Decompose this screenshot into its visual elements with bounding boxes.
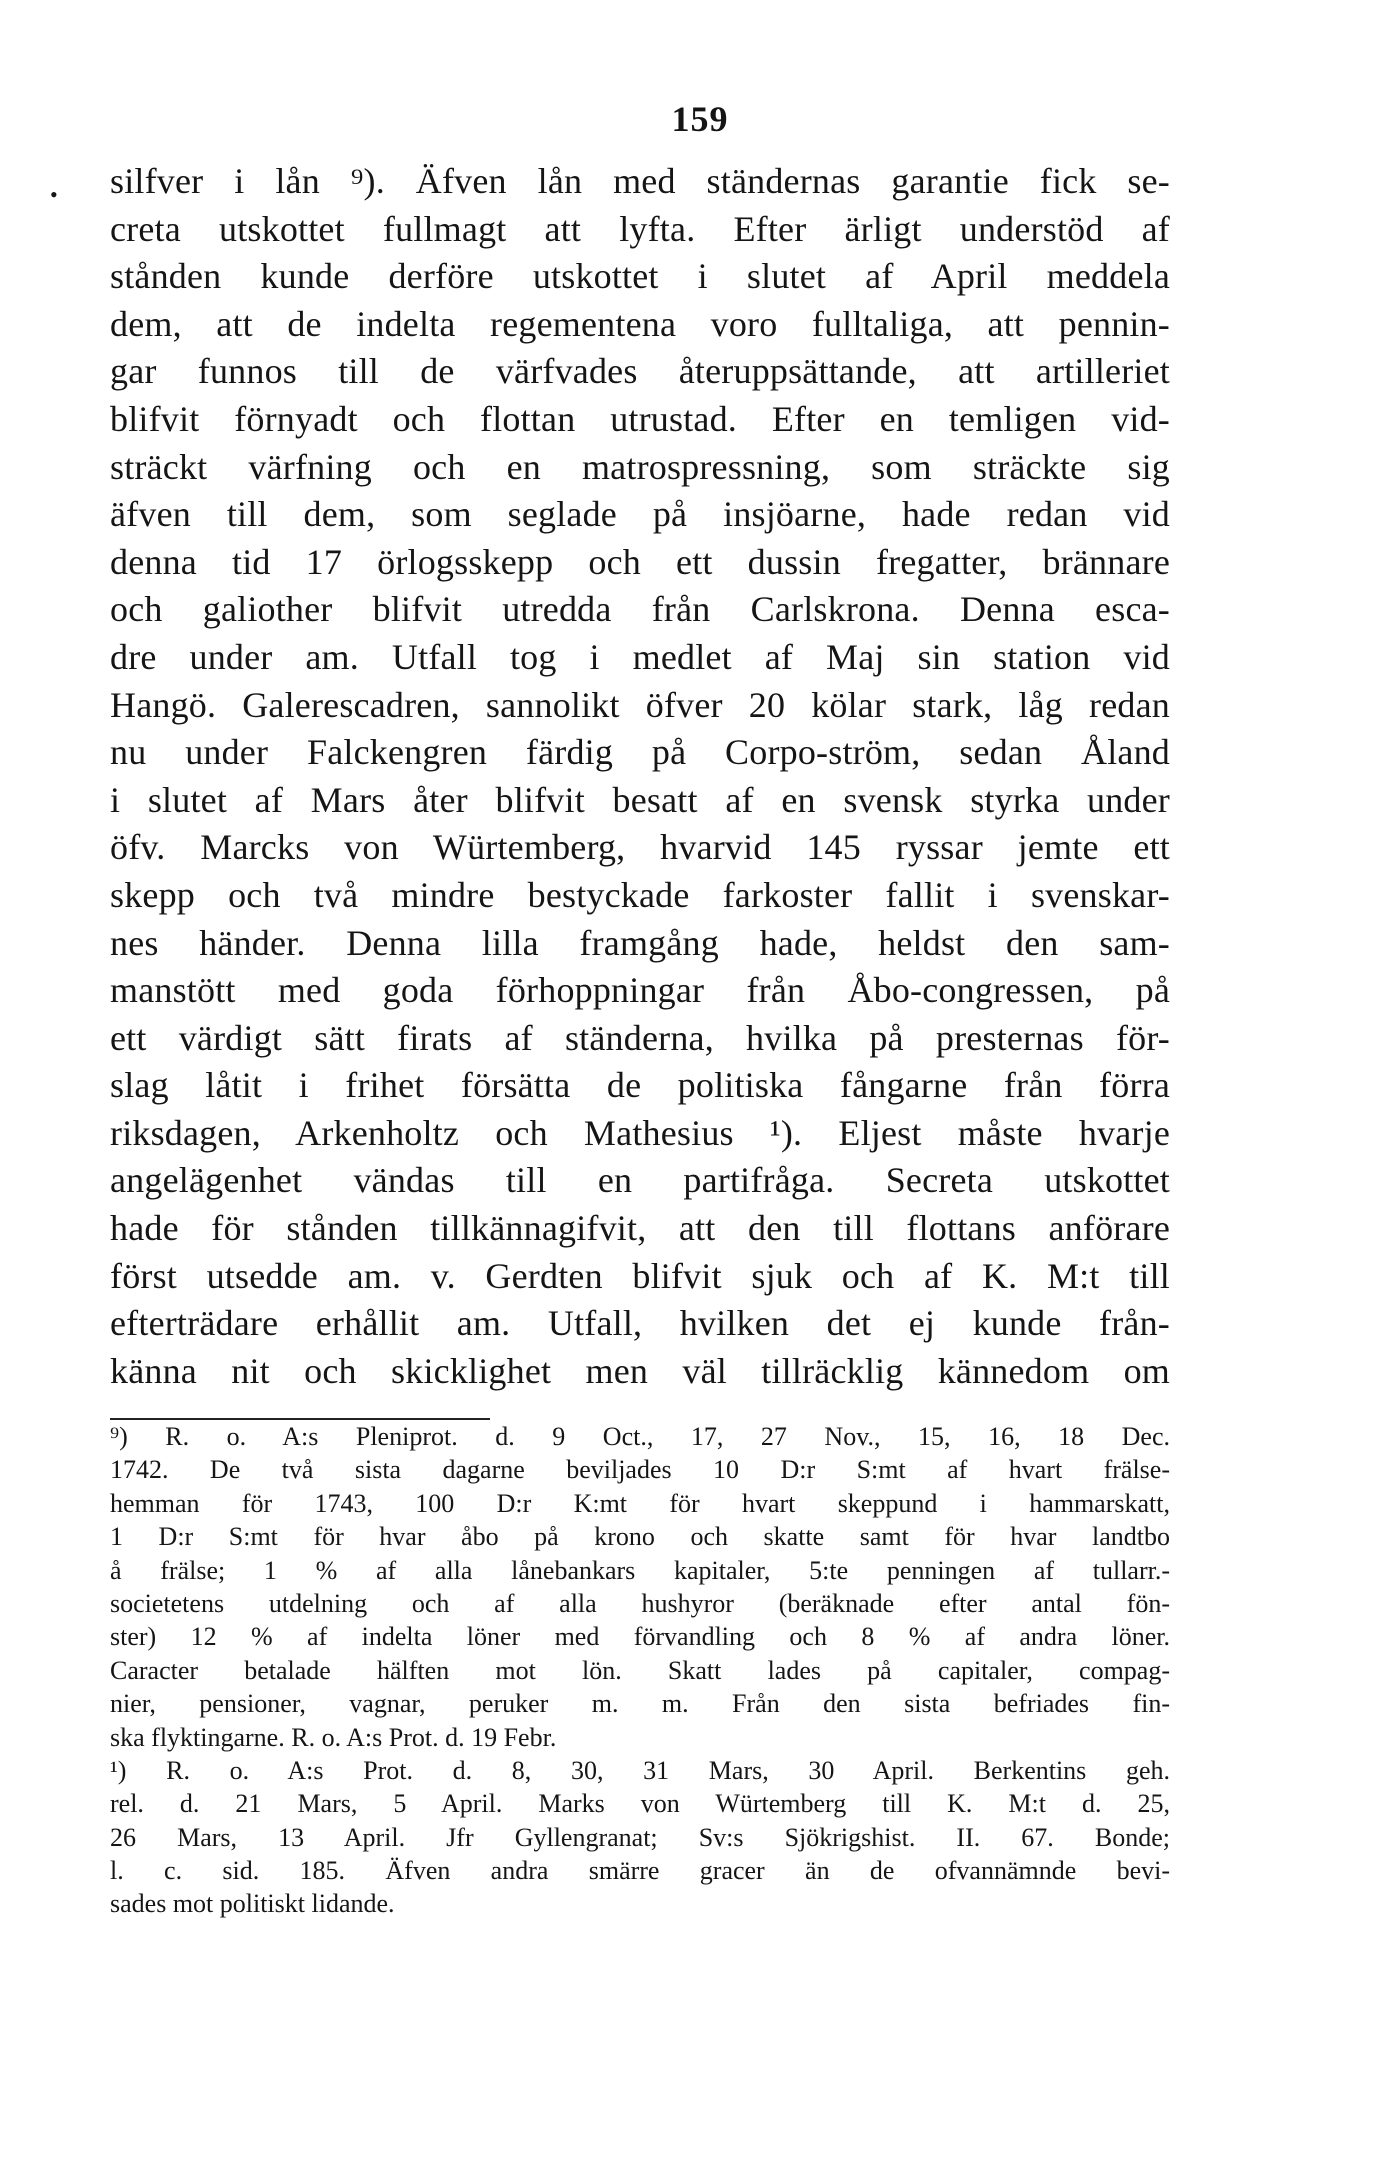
body-line: riksdagen, Arkenholtz och Mathesius ¹). Eljest måste hvarje [110, 1112, 1170, 1153]
body-line: Hangö. Galerescadren, sannolikt öfver 20 kölar stark, låg redan [110, 684, 1170, 725]
body-line: nu under Falckengren färdig på Corpo-ström, sedan Åland [110, 732, 1170, 773]
footnote-line: societetens utdelning och af alla hushyror (beräknade efter antal fön- [110, 1588, 1170, 1618]
body-text [110, 158, 1170, 1395]
footnote-line: ster) 12 % af indelta löner med förvandling och 8 % af andra löner. [110, 1622, 1170, 1652]
body-line: i slutet af Mars åter blifvit besatt af en svensk styrka under [110, 779, 1170, 820]
body-line: och galiother blifvit utredda från Carlskrona. Denna esca- [110, 589, 1170, 630]
footnote-line: l. c. sid. 185. Äfven andra smärre gracer än de ofvannämnde bevi- [110, 1856, 1170, 1886]
footnote-line: å frälse; 1 % af alla lånebankars kapitaler, 5:te penningen af tullarr.- [110, 1555, 1170, 1585]
body-line: angelägenhet vändas till en partifråga. Secreta utskottet [110, 1160, 1170, 1201]
footnote-line: rel. d. 21 Mars, 5 April. Marks von Würtemberg till K. M:t d. 25, [110, 1789, 1170, 1819]
body-line: skepp och två mindre bestyckade farkoster fallit i svenskar- [110, 874, 1170, 915]
body-line: silfver i lån ⁹). Äfven lån med ständernas garantie fick se- [110, 161, 1170, 201]
body-line: dem, att de indelta regementena voro fulltaliga, att pennin- [110, 303, 1170, 344]
margin-mark: • [50, 182, 58, 207]
body-line: öfv. Marcks von Würtemberg, hvarvid 145 ryssar jemte ett [110, 827, 1170, 868]
body-line: känna nit och skicklighet men väl tillräcklig kännedom om [110, 1350, 1170, 1391]
page-number: 159 [671, 99, 729, 139]
body-line: sträckt värfning och en matrospressning, som sträckte sig [110, 446, 1170, 487]
body-line: dre under am. Utfall tog i medlet af Maj sin station vid [110, 636, 1170, 677]
footnote-line: nier, pensioner, vagnar, peruker m. m. Från den sista befriades fin- [110, 1689, 1170, 1719]
body-line: stånden kunde derföre utskottet i slutet af April meddela [110, 256, 1170, 297]
body-line: gar funnos till de värfvades återuppsättande, att artilleriet [110, 351, 1170, 392]
body-line: först utsedde am. v. Gerdten blifvit sjuk och af K. M:t till [110, 1255, 1170, 1296]
footnote-line: hemman för 1743, 100 D:r K:mt för hvart skeppund i hammarskatt, [110, 1488, 1170, 1518]
footnote-line: sades mot politiskt lidande. [110, 1889, 395, 1919]
body-line: manstött med goda förhoppningar från Åbo-congressen, på [110, 970, 1170, 1011]
body-line: efterträdare erhållit am. Utfall, hvilken det ej kunde från- [110, 1303, 1170, 1344]
footnote-line: 1 D:r S:mt för hvar åbo på krono och skatte samt för hvar landtbo [110, 1522, 1170, 1552]
footnote-line: ⁹) R. o. A:s Pleniprot. d. 9 Oct., 17, 27 Nov., 15, 16, 18 Dec. [110, 1422, 1170, 1451]
body-line: äfven till dem, som seglade på insjöarne, hade redan vid [110, 494, 1170, 535]
footnote-line: ¹) R. o. A:s Prot. d. 8, 30, 31 Mars, 30 April. Berkentins geh. [110, 1755, 1170, 1785]
body-line: slag låtit i frihet försätta de politiska fångarne från förra [110, 1065, 1170, 1106]
body-line: hade för stånden tillkännagifvit, att den till flottans anförare [110, 1208, 1170, 1249]
body-line: blifvit förnyadt och flottan utrustad. Efter en temligen vid- [110, 398, 1170, 439]
body-line: nes händer. Denna lilla framgång hade, heldst den sam- [110, 922, 1170, 963]
footnote-line: 26 Mars, 13 April. Jfr Gyllengranat; Sv:s Sjökrigshist. II. 67. Bonde; [110, 1822, 1170, 1852]
body-line: ett värdigt sätt firats af ständerna, hvilka på presternas för- [110, 1017, 1170, 1058]
body-line: denna tid 17 örlogsskepp och ett dussin fregatter, brännare [110, 541, 1170, 582]
footnote-line: 1742. De två sista dagarne beviljades 10 D:r S:mt af hvart frälse- [110, 1455, 1170, 1485]
footnotes [110, 1420, 1170, 1921]
footnote-line: Caracter betalade hälften mot lön. Skatt lades på capitaler, compag- [110, 1655, 1170, 1685]
body-line: creta utskottet fullmagt att lyfta. Efter ärligt understöd af [110, 208, 1170, 249]
footnote-line: ska flyktingarne. R. o. A:s Prot. d. 19 Febr. [110, 1722, 557, 1752]
